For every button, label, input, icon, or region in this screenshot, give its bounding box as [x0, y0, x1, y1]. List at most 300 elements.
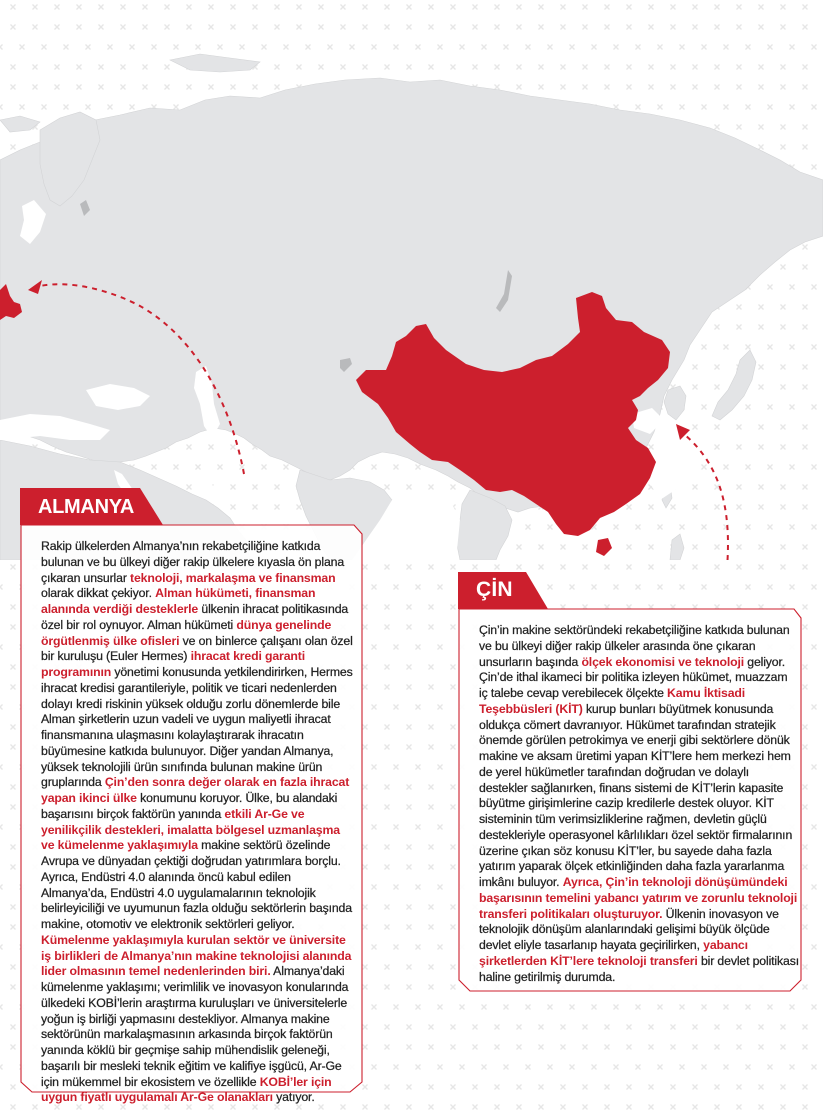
body-text-run: olarak dikkat çekiyor.: [41, 586, 156, 601]
pattern-x-mark: [671, 565, 676, 570]
body-text-run: yatıyor.: [272, 1090, 315, 1105]
pattern-x-mark: [561, 565, 566, 570]
pattern-x-mark: [407, 965, 412, 970]
pattern-x-mark: [429, 1045, 434, 1050]
pattern-x-mark: [416, 765, 421, 770]
pattern-x-mark: [812, 765, 817, 770]
highlighted-text: Kümelenme yaklaşımıyla kurulan sektör ve üniversite iş birlikleri de Almanya’nın makine teknolojisi alanında lider olmasının temel nedenlerinden biri.: [41, 932, 352, 979]
pattern-x-mark: [429, 1085, 434, 1090]
body-text-run: ülkenin ihracat politikasında özel bir rol oynuyor. Alman hükümeti: [41, 602, 349, 632]
pattern-x-mark: [605, 1045, 610, 1050]
pattern-x-mark: [416, 705, 421, 710]
pattern-x-mark: [11, 565, 16, 570]
pattern-x-mark: [724, 1005, 729, 1010]
pattern-x-mark: [11, 605, 16, 610]
pattern-x-mark: [781, 1045, 786, 1050]
pattern-x-mark: [671, 1105, 676, 1110]
pattern-x-mark: [583, 1045, 588, 1050]
pattern-x-mark: [407, 805, 412, 810]
pattern-x-mark: [372, 885, 377, 890]
pattern-x-mark: [561, 1045, 566, 1050]
pattern-x-mark: [438, 585, 443, 590]
pattern-x-mark: [372, 945, 377, 950]
pattern-x-mark: [583, 1025, 588, 1030]
pattern-x-mark: [517, 1025, 522, 1030]
highlighted-text: etkili Ar-Ge ve yenilikçilik destekleri, imalatta bölgesel uzmanlaşma ve kümelenme yaklaşımıyla: [41, 806, 340, 853]
pattern-x-mark: [803, 1085, 808, 1090]
pattern-x-mark: [438, 885, 443, 890]
pattern-x-mark: [803, 1025, 808, 1030]
pattern-x-mark: [407, 1045, 412, 1050]
pattern-x-mark: [561, 1025, 566, 1030]
pattern-x-mark: [636, 1005, 641, 1010]
pattern-x-mark: [438, 825, 443, 830]
pattern-x-mark: [11, 845, 16, 850]
pattern-x-mark: [11, 1025, 16, 1030]
pattern-x-mark: [429, 805, 434, 810]
pattern-x-mark: [649, 1105, 654, 1110]
pattern-x-mark: [605, 1105, 610, 1110]
pattern-x-mark: [416, 585, 421, 590]
pattern-x-mark: [658, 1005, 663, 1010]
pattern-x-mark: [614, 1065, 619, 1070]
body-text-run: kurup bunları büyütmek konusunda oldukça cömert davranıyor. Hükümet tarafından stratejik önemde görülen petrokimya ve enerji gibi sektörlere dönük makine ve aksam üretimi yapan KİT’lere hem merkezi hem de yerel hükümetler tarafından doğrudan ve dolaylı destekler sağlanırken, finans sistemi de KİT’lerin kapasite büyütme girişimlerine cazip kredilerle destek oluyor. KİT sisteminin tüm verimsizliklerine rağmen, devletin güçlü destekleriyle operasyonel kârlılıkları özel sektör firmalarının üzerine çıkan söz konusu KİT’ler, bu sayede daha fazla yatırım yaparak ölçek etkinliğinden daha fazla yararlanma imkânı buluyor.: [479, 701, 793, 889]
pattern-x-mark: [451, 1045, 456, 1050]
pattern-x-mark: [526, 1005, 531, 1010]
pattern-x-mark: [385, 665, 390, 670]
pattern-x-mark: [33, 1105, 38, 1110]
pattern-x-mark: [693, 1045, 698, 1050]
pattern-x-mark: [429, 745, 434, 750]
pattern-x-mark: [407, 625, 412, 630]
pattern-x-mark: [636, 1065, 641, 1070]
pattern-x-mark: [11, 1105, 16, 1110]
pattern-x-mark: [429, 1025, 434, 1030]
pattern-x-mark: [385, 805, 390, 810]
body-text-run: Çin’in makine sektöründeki rekabetçiliğine katkıda bulunan ve bu ülkeyi diğer rakip ülkeler arasında öne çıkaran unsurların başında: [479, 623, 790, 669]
pattern-x-mark: [385, 605, 390, 610]
pattern-x-mark: [592, 1065, 597, 1070]
pattern-x-mark: [11, 1045, 16, 1050]
pattern-x-mark: [429, 685, 434, 690]
pattern-x-mark: [812, 885, 817, 890]
pattern-x-mark: [407, 905, 412, 910]
pattern-x-mark: [11, 785, 16, 790]
pattern-x-mark: [385, 1045, 390, 1050]
pattern-x-mark: [394, 945, 399, 950]
pattern-x-mark: [451, 685, 456, 690]
pattern-x-mark: [385, 785, 390, 790]
pattern-x-mark: [407, 1085, 412, 1090]
pattern-x-mark: [495, 1105, 500, 1110]
pattern-x-mark: [803, 565, 808, 570]
pattern-x-mark: [385, 565, 390, 570]
pattern-x-mark: [539, 1085, 544, 1090]
pattern-x-mark: [759, 1085, 764, 1090]
pattern-x-mark: [429, 905, 434, 910]
pattern-x-mark: [768, 1005, 773, 1010]
pattern-x-mark: [407, 925, 412, 930]
pattern-x-mark: [680, 1005, 685, 1010]
pattern-x-mark: [539, 1045, 544, 1050]
pattern-x-mark: [759, 1025, 764, 1030]
pattern-x-mark: [495, 1045, 500, 1050]
pattern-x-mark: [385, 625, 390, 630]
pattern-x-mark: [812, 1005, 817, 1010]
pattern-x-mark: [429, 1105, 434, 1110]
pattern-x-mark: [385, 1085, 390, 1090]
pattern-x-mark: [451, 625, 456, 630]
pattern-x-mark: [451, 725, 456, 730]
pattern-x-mark: [693, 1025, 698, 1030]
pattern-x-mark: [759, 1045, 764, 1050]
pattern-x-mark: [702, 1065, 707, 1070]
pattern-x-mark: [451, 845, 456, 850]
pattern-x-mark: [583, 565, 588, 570]
pattern-x-mark: [812, 825, 817, 830]
highlighted-text: Ayrıca, Çin’in teknoloji dönüşümündeki başarısının temelini yabancı yatırım ve zorunlu teknoloji transferi politikaları oluşturuyor.: [479, 875, 798, 921]
pattern-x-mark: [473, 565, 478, 570]
body-text-run: Almanya’daki kümelenme yaklaşımı; verimlilik ve inovasyon konularında ülkedeki KOBİ’lerin araştırma kuruluşları ve üniversitelerle yoğun iş birliği yapmasını destekliyor. Almanya makine sektörünün markalaşmasının arkasında birçok faktörün yanında köklü bir geçmişe sahip mühendislik geleneği, başarılı bir mesleki teknik eğitim ve kalifiye işgücü, Ar-Ge için mükemmel bir ekosistem ve özellikle: [41, 964, 349, 1089]
pattern-x-mark: [416, 1065, 421, 1070]
pattern-x-mark: [429, 725, 434, 730]
pattern-x-mark: [429, 785, 434, 790]
pattern-x-mark: [11, 965, 16, 970]
hainan-highlight: [596, 538, 612, 556]
pattern-x-mark: [394, 765, 399, 770]
pattern-x-mark: [517, 1085, 522, 1090]
pattern-x-mark: [583, 1105, 588, 1110]
pattern-x-mark: [605, 565, 610, 570]
pattern-x-mark: [460, 1065, 465, 1070]
pattern-x-mark: [438, 765, 443, 770]
pattern-x-mark: [451, 1105, 456, 1110]
body-text-run: Rakip ülkelerden Almanya’nın rekabetçiliğine katkıda bulunan ve bu ülkeyi diğer rakip ülkelere kıyasla ön plana çıkaran unsurlar: [41, 539, 345, 585]
pattern-x-mark: [526, 1065, 531, 1070]
almanya-paragraph: [41, 539, 353, 1106]
body-text-run: yönetimi konusunda yetkilendirirken, Hermes ihracat kredisi garantileriyle, politik ve ticari nedenlerden dolayı kredi riskinin yüksek olduğu zorlu dönemlerde bile Alman şirketlerin uzun vadeli ve uygun maliyetli ihracat finansmanına ulaşmasını kolaylaştırarak ihracatın büyümesine katkıda bulunuyor. Diğer yandan Almanya, yüksek teknolojili ürün sınıfında bulunan makine ürün gruplarında: [41, 665, 353, 790]
pattern-x-mark: [495, 565, 500, 570]
landmass-japan: [712, 350, 756, 420]
pattern-x-mark: [517, 565, 522, 570]
pattern-x-mark: [429, 625, 434, 630]
pattern-x-mark: [451, 805, 456, 810]
pattern-x-mark: [407, 985, 412, 990]
pattern-x-mark: [11, 665, 16, 670]
pattern-x-mark: [693, 1085, 698, 1090]
pattern-x-mark: [781, 1025, 786, 1030]
cin-panel: [458, 572, 804, 994]
pattern-x-mark: [803, 1045, 808, 1050]
pattern-x-mark: [790, 1005, 795, 1010]
highlighted-text: Alman hükümeti, finansman alanında verdiği desteklerle: [41, 586, 316, 616]
pattern-x-mark: [539, 1025, 544, 1030]
pattern-x-mark: [715, 1085, 720, 1090]
pattern-x-mark: [407, 845, 412, 850]
pattern-x-mark: [385, 1105, 390, 1110]
pattern-x-mark: [385, 745, 390, 750]
pattern-x-mark: [11, 805, 16, 810]
pattern-x-mark: [658, 1065, 663, 1070]
pattern-x-mark: [0, 705, 3, 710]
pattern-x-mark: [768, 1065, 773, 1070]
pattern-x-mark: [0, 1065, 3, 1070]
pattern-x-mark: [372, 645, 377, 650]
highlighted-text: Çin’den sonra değer olarak en fazla ihracat yapan ikinci ülke: [41, 775, 350, 805]
pattern-x-mark: [473, 1025, 478, 1030]
pattern-x-mark: [394, 705, 399, 710]
pattern-x-mark: [385, 965, 390, 970]
pattern-x-mark: [495, 1025, 500, 1030]
pattern-x-mark: [11, 925, 16, 930]
pattern-x-mark: [0, 765, 3, 770]
pattern-x-mark: [394, 645, 399, 650]
cin-paragraph: [479, 623, 799, 985]
pattern-x-mark: [416, 825, 421, 830]
pattern-x-mark: [385, 725, 390, 730]
body-text-run: bir devlet politikası haline getirilmiş durumda.: [479, 953, 799, 984]
highlighted-text: teknoloji, markalaşma ve finansman: [130, 570, 336, 585]
pattern-x-mark: [570, 1005, 575, 1010]
pattern-x-mark: [372, 1005, 377, 1010]
pattern-x-mark: [737, 1105, 742, 1110]
pattern-x-mark: [592, 1005, 597, 1010]
pattern-x-mark: [451, 745, 456, 750]
pattern-x-mark: [438, 705, 443, 710]
pattern-x-mark: [539, 1105, 544, 1110]
pattern-x-mark: [429, 965, 434, 970]
pattern-x-mark: [372, 705, 377, 710]
pattern-x-mark: [385, 925, 390, 930]
pattern-x-mark: [627, 1105, 632, 1110]
pattern-x-mark: [0, 825, 3, 830]
pattern-x-mark: [671, 1025, 676, 1030]
pattern-x-mark: [0, 1005, 3, 1010]
pattern-x-mark: [715, 1045, 720, 1050]
pattern-x-mark: [11, 1085, 16, 1090]
pattern-x-mark: [0, 945, 3, 950]
cin-title: ÇİN: [476, 578, 513, 601]
pattern-x-mark: [812, 705, 817, 710]
pattern-x-mark: [649, 565, 654, 570]
pattern-x-mark: [495, 1085, 500, 1090]
pattern-x-mark: [561, 1085, 566, 1090]
pattern-x-mark: [671, 1085, 676, 1090]
pattern-x-mark: [438, 1065, 443, 1070]
pattern-x-mark: [671, 1045, 676, 1050]
pattern-x-mark: [759, 1105, 764, 1110]
pattern-x-mark: [724, 1065, 729, 1070]
landmass-korea: [664, 386, 686, 420]
pattern-x-mark: [451, 905, 456, 910]
highlighted-text: KOBİ’ler için uygun fiyatlı uygulamalı Ar-Ge olanakları: [41, 1074, 332, 1105]
pattern-x-mark: [781, 1085, 786, 1090]
highlighted-text: Kamu İktisadi Teşebbüsleri (KİT): [479, 686, 746, 716]
pattern-x-mark: [473, 1105, 478, 1110]
pattern-x-mark: [812, 1065, 817, 1070]
almanya-panel: [20, 488, 365, 1105]
pattern-x-mark: [451, 785, 456, 790]
pattern-x-mark: [363, 1105, 368, 1110]
pattern-x-mark: [11, 865, 16, 870]
pattern-x-mark: [385, 865, 390, 870]
highlighted-text: dünya genelinde örgütlenmiş ülke ofisleri: [41, 617, 332, 648]
pattern-x-mark: [416, 1005, 421, 1010]
pattern-x-mark: [451, 865, 456, 870]
pattern-x-mark: [715, 565, 720, 570]
almanya-title: ALMANYA: [38, 496, 135, 518]
pattern-x-mark: [451, 965, 456, 970]
pattern-x-mark: [407, 745, 412, 750]
pattern-x-mark: [715, 1025, 720, 1030]
pattern-x-mark: [0, 585, 3, 590]
pattern-x-mark: [385, 685, 390, 690]
pattern-x-mark: [561, 1105, 566, 1110]
highlighted-text: yabancı şirketlerden KİT’lere teknoloji transferi: [479, 938, 748, 968]
pattern-x-mark: [517, 1105, 522, 1110]
pattern-x-mark: [407, 725, 412, 730]
body-text-run: konumunu koruyor. Ülke, bu alandaki başarısını birçok faktörün yanında: [41, 791, 338, 821]
pattern-x-mark: [451, 1085, 456, 1090]
pattern-x-mark: [649, 1025, 654, 1030]
body-text-run: makine sektörü özelinde Avrupa ve dünyadan çektiği doğrudan yatırımlara borçlu. Ayrıca, Endüstri 4.0 alanında öncü kabul edilen Almanya’da, Endüstri 4.0 uygulamalarının teknolojik belirleyiciliği ve uyumunun fazla olduğu sektörlerin başında makine, otomotiv ve elektronik sektörleri geliyor.: [41, 838, 352, 931]
pattern-x-mark: [781, 565, 786, 570]
pattern-x-mark: [394, 1065, 399, 1070]
pattern-x-mark: [407, 665, 412, 670]
east-china-sea: [648, 420, 700, 500]
pattern-x-mark: [614, 1005, 619, 1010]
pattern-x-mark: [385, 905, 390, 910]
body-text-run: geliyor. Çin’de ithal ikameci bir politika izleyen hükümet, muazzam iç talebe cevap verebilecek ölçekte: [479, 654, 788, 700]
pattern-x-mark: [429, 565, 434, 570]
pattern-x-mark: [715, 1105, 720, 1110]
pattern-x-mark: [781, 1105, 786, 1110]
pattern-x-mark: [693, 565, 698, 570]
pattern-x-mark: [473, 1045, 478, 1050]
pattern-x-mark: [649, 1085, 654, 1090]
pattern-x-mark: [473, 1085, 478, 1090]
pattern-x-mark: [504, 1005, 509, 1010]
highlighted-text: ölçek ekonomisi ve teknoloji: [581, 654, 744, 669]
pattern-x-mark: [11, 745, 16, 750]
pattern-x-mark: [539, 565, 544, 570]
pattern-x-mark: [649, 1045, 654, 1050]
pattern-x-mark: [759, 565, 764, 570]
pattern-x-mark: [627, 1085, 632, 1090]
pattern-x-mark: [812, 945, 817, 950]
pattern-x-mark: [416, 945, 421, 950]
pattern-x-mark: [482, 1005, 487, 1010]
pattern-x-mark: [680, 1065, 685, 1070]
pattern-x-mark: [693, 1105, 698, 1110]
pattern-x-mark: [429, 865, 434, 870]
pattern-x-mark: [385, 1025, 390, 1030]
pattern-x-mark: [11, 905, 16, 910]
pattern-x-mark: [605, 1085, 610, 1090]
pattern-x-mark: [394, 885, 399, 890]
landmass-eurasia: [0, 78, 823, 512]
pattern-x-mark: [583, 1085, 588, 1090]
pattern-x-mark: [407, 865, 412, 870]
landmass-arctic-islands-2: [0, 116, 40, 132]
pattern-x-mark: [451, 665, 456, 670]
pattern-x-mark: [627, 1045, 632, 1050]
pattern-x-mark: [451, 565, 456, 570]
pattern-x-mark: [372, 1065, 377, 1070]
body-text-run: Ülkenin inovasyon ve teknolojik dönüşüm alanlarındaki gelişimi büyük ölçüde devlet eliyle tasarlanıp hayata geçirilirken,: [479, 906, 779, 952]
pattern-x-mark: [429, 845, 434, 850]
pattern-x-mark: [737, 1045, 742, 1050]
pattern-x-mark: [803, 1105, 808, 1110]
pattern-x-mark: [11, 625, 16, 630]
pattern-x-mark: [451, 1025, 456, 1030]
landmass-arctic-islands: [170, 54, 260, 72]
pattern-x-mark: [407, 1105, 412, 1110]
pattern-x-mark: [605, 1025, 610, 1030]
pattern-x-mark: [372, 585, 377, 590]
pattern-x-mark: [438, 945, 443, 950]
pattern-x-mark: [429, 925, 434, 930]
pattern-x-mark: [407, 565, 412, 570]
pattern-x-mark: [460, 1005, 465, 1010]
pattern-x-mark: [746, 1065, 751, 1070]
pattern-x-mark: [482, 1065, 487, 1070]
pattern-x-mark: [438, 1005, 443, 1010]
pattern-x-mark: [451, 985, 456, 990]
pattern-x-mark: [0, 885, 3, 890]
pattern-x-mark: [429, 605, 434, 610]
pattern-x-mark: [737, 565, 742, 570]
pattern-x-mark: [385, 985, 390, 990]
pattern-x-mark: [451, 925, 456, 930]
pattern-x-mark: [737, 1085, 742, 1090]
pattern-x-mark: [627, 565, 632, 570]
pattern-x-mark: [702, 1005, 707, 1010]
landmass-philippines: [670, 534, 684, 560]
pattern-x-mark: [394, 1005, 399, 1010]
pattern-x-mark: [504, 1065, 509, 1070]
pattern-x-mark: [0, 645, 3, 650]
pattern-x-mark: [429, 985, 434, 990]
pattern-x-mark: [517, 1045, 522, 1050]
pattern-x-mark: [737, 1025, 742, 1030]
pattern-x-mark: [812, 585, 817, 590]
pattern-x-mark: [372, 765, 377, 770]
pattern-x-mark: [407, 605, 412, 610]
pattern-x-mark: [11, 985, 16, 990]
pattern-x-mark: [451, 605, 456, 610]
pattern-x-mark: [746, 1005, 751, 1010]
pattern-x-mark: [11, 725, 16, 730]
pattern-x-mark: [438, 645, 443, 650]
pattern-x-mark: [11, 685, 16, 690]
pattern-x-mark: [548, 1005, 553, 1010]
pattern-x-mark: [429, 665, 434, 670]
pattern-x-mark: [416, 645, 421, 650]
body-text-run: ve on binlerce çalışanı olan özel bir kuruluşu (Euler Hermes): [41, 633, 353, 664]
pattern-x-mark: [570, 1065, 575, 1070]
pattern-x-mark: [790, 1065, 795, 1070]
pattern-x-mark: [416, 885, 421, 890]
pattern-x-mark: [812, 645, 817, 650]
pattern-x-mark: [407, 785, 412, 790]
pattern-x-mark: [407, 1025, 412, 1030]
pattern-x-mark: [407, 685, 412, 690]
pattern-x-mark: [627, 1025, 632, 1030]
pattern-x-mark: [372, 825, 377, 830]
pattern-x-mark: [394, 825, 399, 830]
pattern-x-mark: [394, 585, 399, 590]
